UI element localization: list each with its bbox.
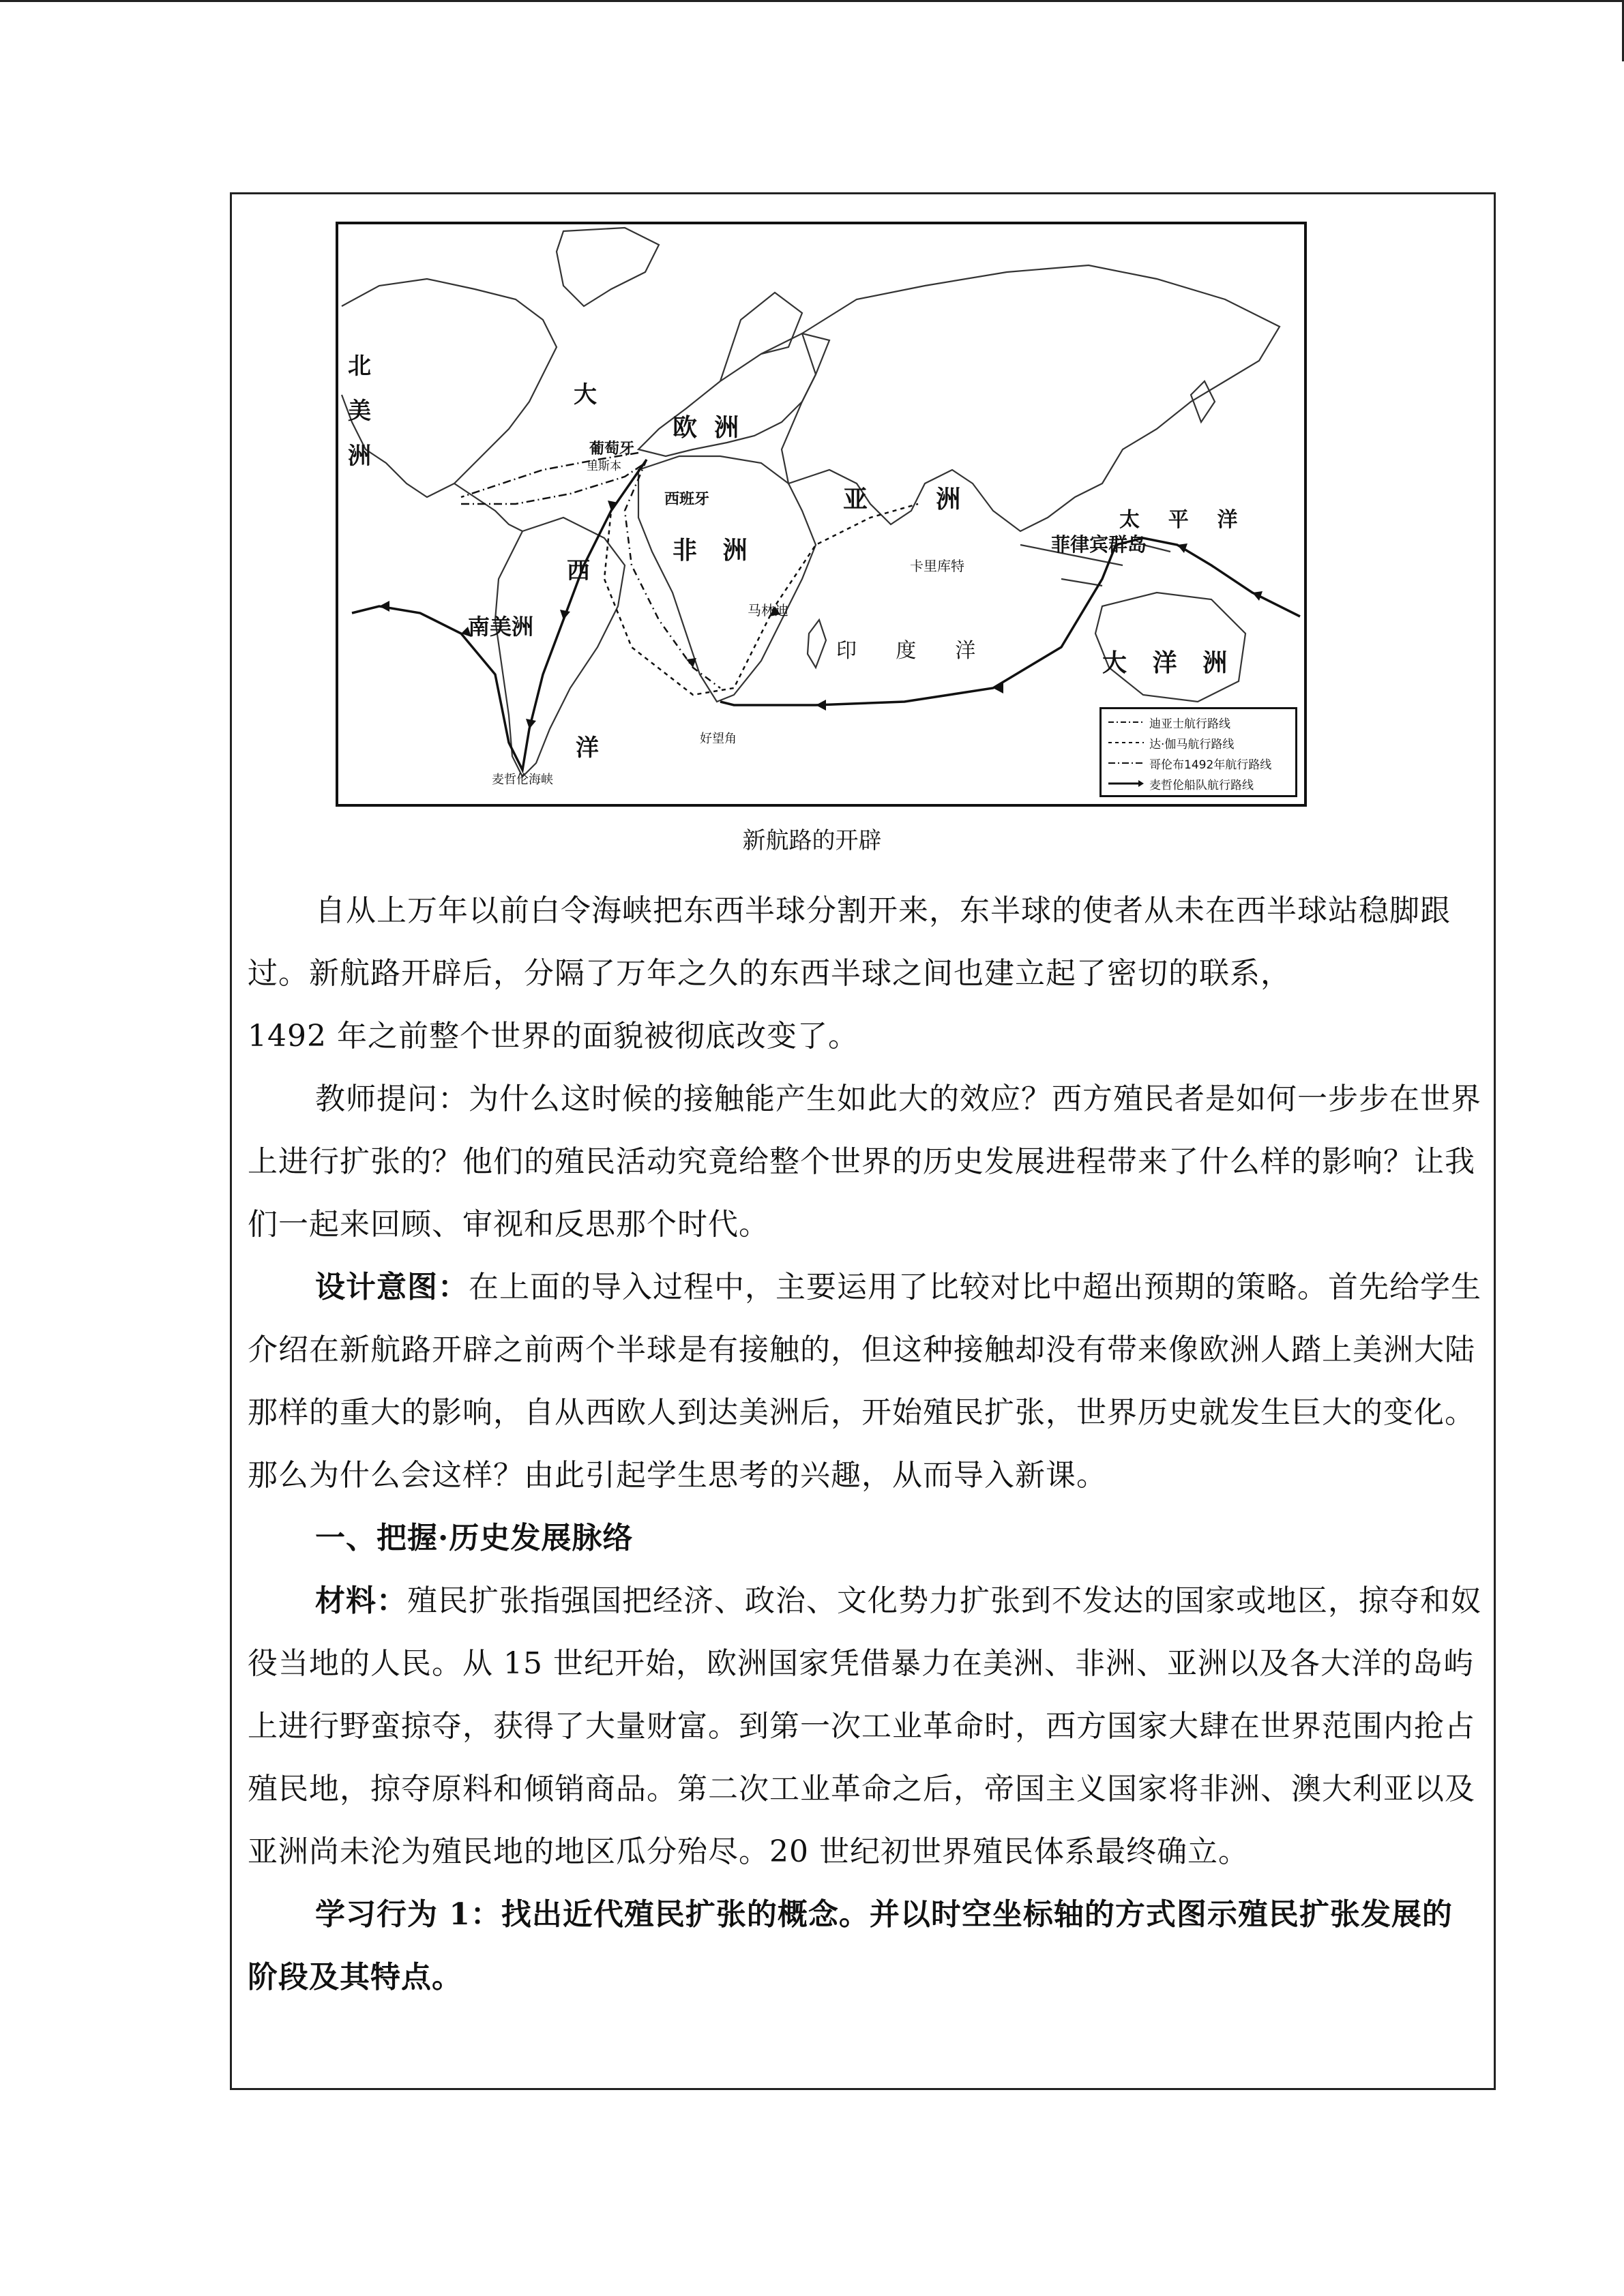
columbus-line-icon: [1108, 760, 1144, 766]
paragraph-design-intent: [248, 1256, 1482, 1507]
legend-item-da-gama: [1108, 732, 1234, 753]
legend-item-dias: [1108, 712, 1230, 732]
legend-item-magellan: [1108, 773, 1254, 794]
label-africa: 非 洲: [673, 537, 748, 565]
paragraph-intro-end: 1492 年之前整个世界的面貌被彻底改变了。: [248, 1019, 859, 1054]
legend-item-columbus: [1108, 753, 1271, 773]
scandinavia-outline: [720, 293, 802, 381]
label-atlantic-yang: 洋: [576, 734, 599, 762]
madagascar-outline: [808, 620, 826, 668]
paragraph-intro: 自从上万年以前白令海峡把东西半球分割开来，东半球的使者从未在西半球站稳脚跟过。新航路开辟后，分隔了万年之久的东西半球之间也建立起了密切的联系，: [248, 893, 1451, 991]
label-pacific: 太 平 洋: [1119, 508, 1238, 532]
greenland-outline: [557, 228, 659, 306]
label-south-america: 南美洲: [468, 614, 534, 640]
material-label: 材料：: [315, 1583, 407, 1618]
label-north-america: 北 美 洲: [348, 353, 371, 470]
dias-line-icon: [1108, 719, 1144, 726]
label-atlantic-da: 大: [574, 381, 597, 408]
map-legend: [1099, 707, 1297, 797]
label-portugal: 葡萄牙: [589, 441, 635, 458]
paragraph-material: [248, 1570, 1482, 1883]
label-calicut: 卡里库特: [910, 558, 964, 574]
new-sea-routes-map: [336, 222, 1307, 807]
magellan-line-icon: [1108, 780, 1144, 787]
japan-outline: [1191, 381, 1215, 422]
central-america-outline: [454, 483, 522, 531]
label-oceania: 大 洋 洲: [1102, 649, 1228, 677]
north-america-outline: [342, 279, 557, 497]
body-text: [248, 880, 1482, 2009]
da-gama-line-icon: [1108, 739, 1144, 746]
label-indian-ocean: 印 度 洋: [836, 639, 976, 663]
page-top-border: [0, 0, 1624, 2]
label-europe: 欧 洲: [673, 414, 739, 442]
label-spain: 西班牙: [664, 491, 710, 508]
legend-label-da-gama: 达·伽马航行路线: [1149, 737, 1235, 751]
legend-label-magellan: 麦哲伦船队航行路线: [1149, 778, 1254, 792]
label-malindi: 马林迪: [748, 602, 788, 618]
south-america-outline: [495, 518, 625, 777]
label-lisbon: 里斯本: [587, 460, 621, 473]
map-caption: 新航路的开辟: [742, 827, 882, 854]
label-asia: 亚 洲: [843, 486, 961, 513]
paragraph-learning-task: 学习行为 1：找出近代殖民扩张的概念。并以时空坐标轴的方式图示殖民扩张发展的阶段及其特点。: [248, 1897, 1453, 1995]
design-intent-label: 设计意图：: [315, 1270, 469, 1304]
label-philippines: 菲律宾群岛: [1051, 533, 1147, 556]
label-cape-of-good-hope: 好望角: [700, 732, 737, 746]
legend-label-dias: 迪亚士航行路线: [1149, 717, 1230, 731]
design-intent-text: 在上面的导入过程中，主要运用了比较对比中超出预期的策略。首先给学生介绍在新航路开辟之前两个半球是有接触的，但这种接触却没有带来像欧洲人踏上美洲大陆那样的重大的影响，自从西欧人到达美洲后，开始殖民扩张，世界历史就发生巨大的变化。那么为什么会这样？由此引起学生思考的兴趣，从而导入新课。: [248, 1270, 1481, 1493]
label-atlantic-xi: 西: [567, 557, 590, 584]
magellan-pacific-route: [720, 538, 1300, 705]
paragraph-teacher-question: 教师提问：为什么这时候的接触能产生如此大的效应？西方殖民者是如何一步步在世界上进行扩张的？他们的殖民活动究竟给整个世界的历史发展进程带来了什么样的影响？让我们一起来回顾、审视和反思那个时代。: [248, 1082, 1481, 1242]
legend-label-columbus: 哥伦布1492年航行路线: [1149, 758, 1272, 772]
label-magellan-strait: 麦哲伦海峡: [492, 773, 553, 787]
material-text: 殖民扩张指强国把经济、政治、文化势力扩张到不发达的国家或地区，掠夺和奴役当地的人民。从 15 世纪开始，欧洲国家凭借暴力在美洲、非洲、亚洲以及各大洋的岛屿上进行野蛮掠夺，获得了大量财富。到第一次工业革命时，西方国家大肆在世界范围内抢占殖民地，掠夺原料和倾销商品。第二次工业革命之后，帝国主义国家将非洲、澳大利亚以及亚洲尚未沦为殖民地的地区瓜分殆尽。20 世纪初世界殖民体系最终确立。: [248, 1583, 1481, 1869]
section-heading: 一、把握·历史发展脉络: [315, 1521, 634, 1555]
